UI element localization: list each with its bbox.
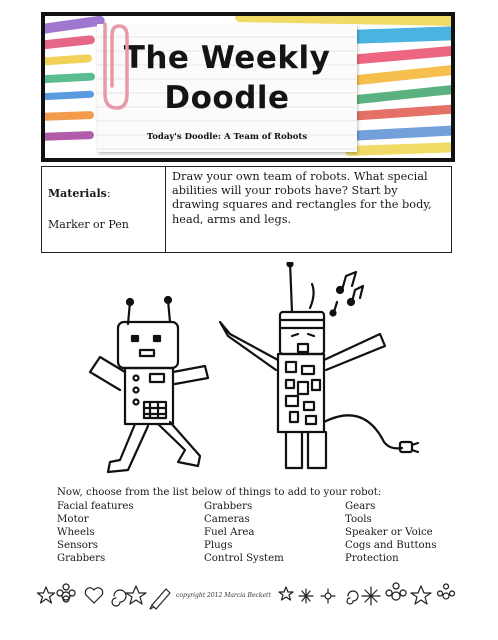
sparkle-icon [299, 589, 313, 603]
page-title-line2: Doodle [164, 80, 290, 116]
paperclip-icon [97, 16, 133, 116]
instructions-text: Draw your own team of robots. What special abilities will your robots have? Start by drawing squares and rectangles for the body, head, arms and legs. [172, 170, 432, 226]
star-icon [38, 587, 55, 603]
list-item: Grabbers [57, 553, 106, 565]
list-item: Cameras [204, 514, 250, 526]
list-item: Gears [345, 501, 376, 512]
star-icon [279, 587, 293, 600]
materials-table [41, 166, 452, 253]
swirl-icon [347, 591, 358, 604]
list-item: Plugs [204, 540, 233, 552]
header-banner [41, 12, 455, 162]
right-robot [220, 262, 418, 468]
swirl-icon [112, 590, 126, 606]
list-item: Grabbers [204, 501, 253, 512]
list-item: Protection [345, 553, 399, 565]
list-item: Facial features [57, 501, 134, 512]
list-item: Tools [345, 514, 372, 526]
banner-artwork [45, 16, 451, 158]
list-item: Cogs and Buttons [345, 540, 437, 552]
list-item: Control System [204, 553, 284, 565]
list-item: Sensors [57, 540, 99, 552]
sparkle-icon [362, 587, 380, 605]
list-item: Speaker or Voice [345, 527, 433, 539]
materials-cell: Materials: Marker or Pen [42, 167, 166, 252]
flower-icon [386, 583, 406, 600]
heart-icon [85, 588, 102, 603]
list-item: Motor [57, 514, 89, 526]
left-robot [90, 297, 208, 472]
list-item: Wheels [57, 527, 95, 539]
copyright-text: copyright 2012 Marcia Beckett [176, 592, 271, 599]
flower-icon [57, 584, 75, 602]
list-intro: Now, choose from the list below of things to add to your robot: [57, 487, 382, 498]
list-column-1 [57, 500, 134, 565]
music-notes-icon [331, 272, 364, 316]
list-column-3 [345, 500, 436, 565]
page-title-line1: The Weekly [123, 40, 331, 76]
star-icon [411, 586, 431, 604]
star-icon [126, 586, 146, 604]
pencil-icon [150, 589, 170, 609]
page-subtitle: Today's Doodle: A Team of Robots [146, 132, 308, 142]
footer-doodles [36, 581, 466, 611]
paper-note [97, 24, 357, 152]
materials-value: Marker or Pen [48, 218, 129, 231]
flower-icon [321, 589, 335, 603]
list-column-2 [204, 500, 284, 565]
materials-label: Materials [48, 187, 107, 200]
list-item: Fuel Area [204, 527, 255, 539]
flower-icon [438, 584, 455, 599]
robot-drawings [80, 262, 420, 477]
